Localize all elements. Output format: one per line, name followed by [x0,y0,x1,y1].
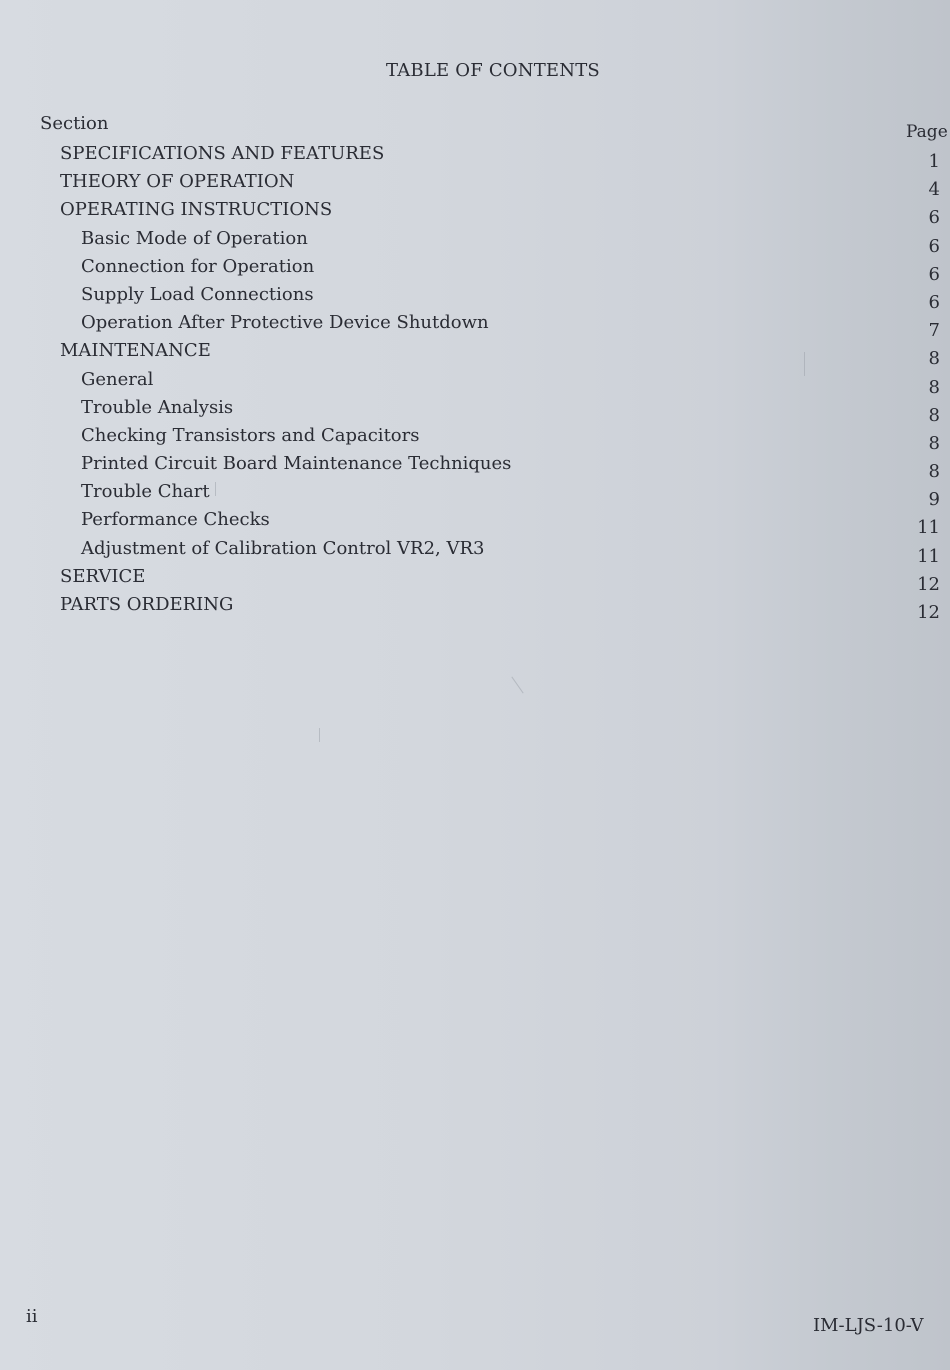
toc-entry-page: 6 [928,235,940,257]
toc-entry [0,340,950,368]
toc-entry-page: 8 [928,461,940,483]
page-folio: ii [26,1306,38,1327]
page-title: TABLE OF CONTENTS [386,60,600,81]
toc-entry [0,594,950,622]
toc-entry-title: MAINTENANCE [60,340,211,362]
toc-entry [0,481,950,509]
toc-entry-title: General [81,368,154,390]
toc-entry-page: 6 [928,291,940,313]
page-column-label: Page [906,122,948,142]
toc-entry-title: SERVICE [60,565,146,587]
toc-entry-title: Trouble Chart [81,481,210,503]
toc-entry [0,453,950,481]
toc-entry-title: Operation After Protective Device Shutdown [81,312,489,334]
toc-entry-page: 8 [928,348,940,370]
toc-entry-page: 1 [928,151,940,172]
toc-entry-page: 12 [917,602,940,623]
toc-entry-title: Basic Mode of Operation [81,227,308,249]
toc-entry [0,538,950,566]
toc-entry [0,425,950,453]
toc-entry-title: Supply Load Connections [81,283,314,305]
toc-entry [0,199,950,227]
toc-entry [0,397,950,425]
paper-speck [215,482,216,496]
toc-entry-title: Performance Checks [81,509,270,531]
toc-entry-title: Connection for Operation [81,255,315,277]
toc-entry [0,143,950,171]
toc-entry-page: 8 [928,432,940,454]
toc-entry [0,284,950,312]
paper-speck [319,728,320,742]
paper-speck [511,677,523,694]
toc-entry [0,171,950,199]
toc-entry-title: OPERATING INSTRUCTIONS [60,199,333,221]
toc-entry-title: PARTS ORDERING [60,594,234,615]
paper-speck [804,352,805,376]
toc-entry-title: Printed Circuit Board Maintenance Techniques [81,453,512,475]
toc-entry [0,228,950,256]
section-column-label: Section [40,113,109,134]
toc-entry [0,509,950,537]
toc-entry-page: 11 [917,517,940,539]
toc-entry-page: 8 [928,404,940,426]
toc-entry-page: 6 [928,263,940,285]
toc-entry [0,369,950,397]
document-number: IM-LJS-10-V [813,1315,924,1336]
toc-entry-title: SPECIFICATIONS AND FEATURES [60,143,385,164]
toc-entry-page: 11 [917,545,940,567]
toc-entry-page: 4 [928,179,940,201]
toc-entry-title: Adjustment of Calibration Control VR2, VR3 [81,537,485,559]
toc-entry-page: 12 [917,573,940,595]
toc-entry-title: Trouble Analysis [81,396,234,418]
toc-entries [0,143,950,622]
toc-entry-page: 6 [928,207,940,229]
toc-entry-title: Checking Transistors and Capacitors [81,424,420,446]
toc-entry [0,566,950,594]
toc-entry-page: 7 [928,320,940,342]
toc-entry-page: 8 [928,376,940,398]
toc-entry [0,256,950,284]
toc-entry-page: 9 [928,489,940,511]
toc-entry-title: THEORY OF OPERATION [60,171,295,193]
toc-entry [0,312,950,340]
